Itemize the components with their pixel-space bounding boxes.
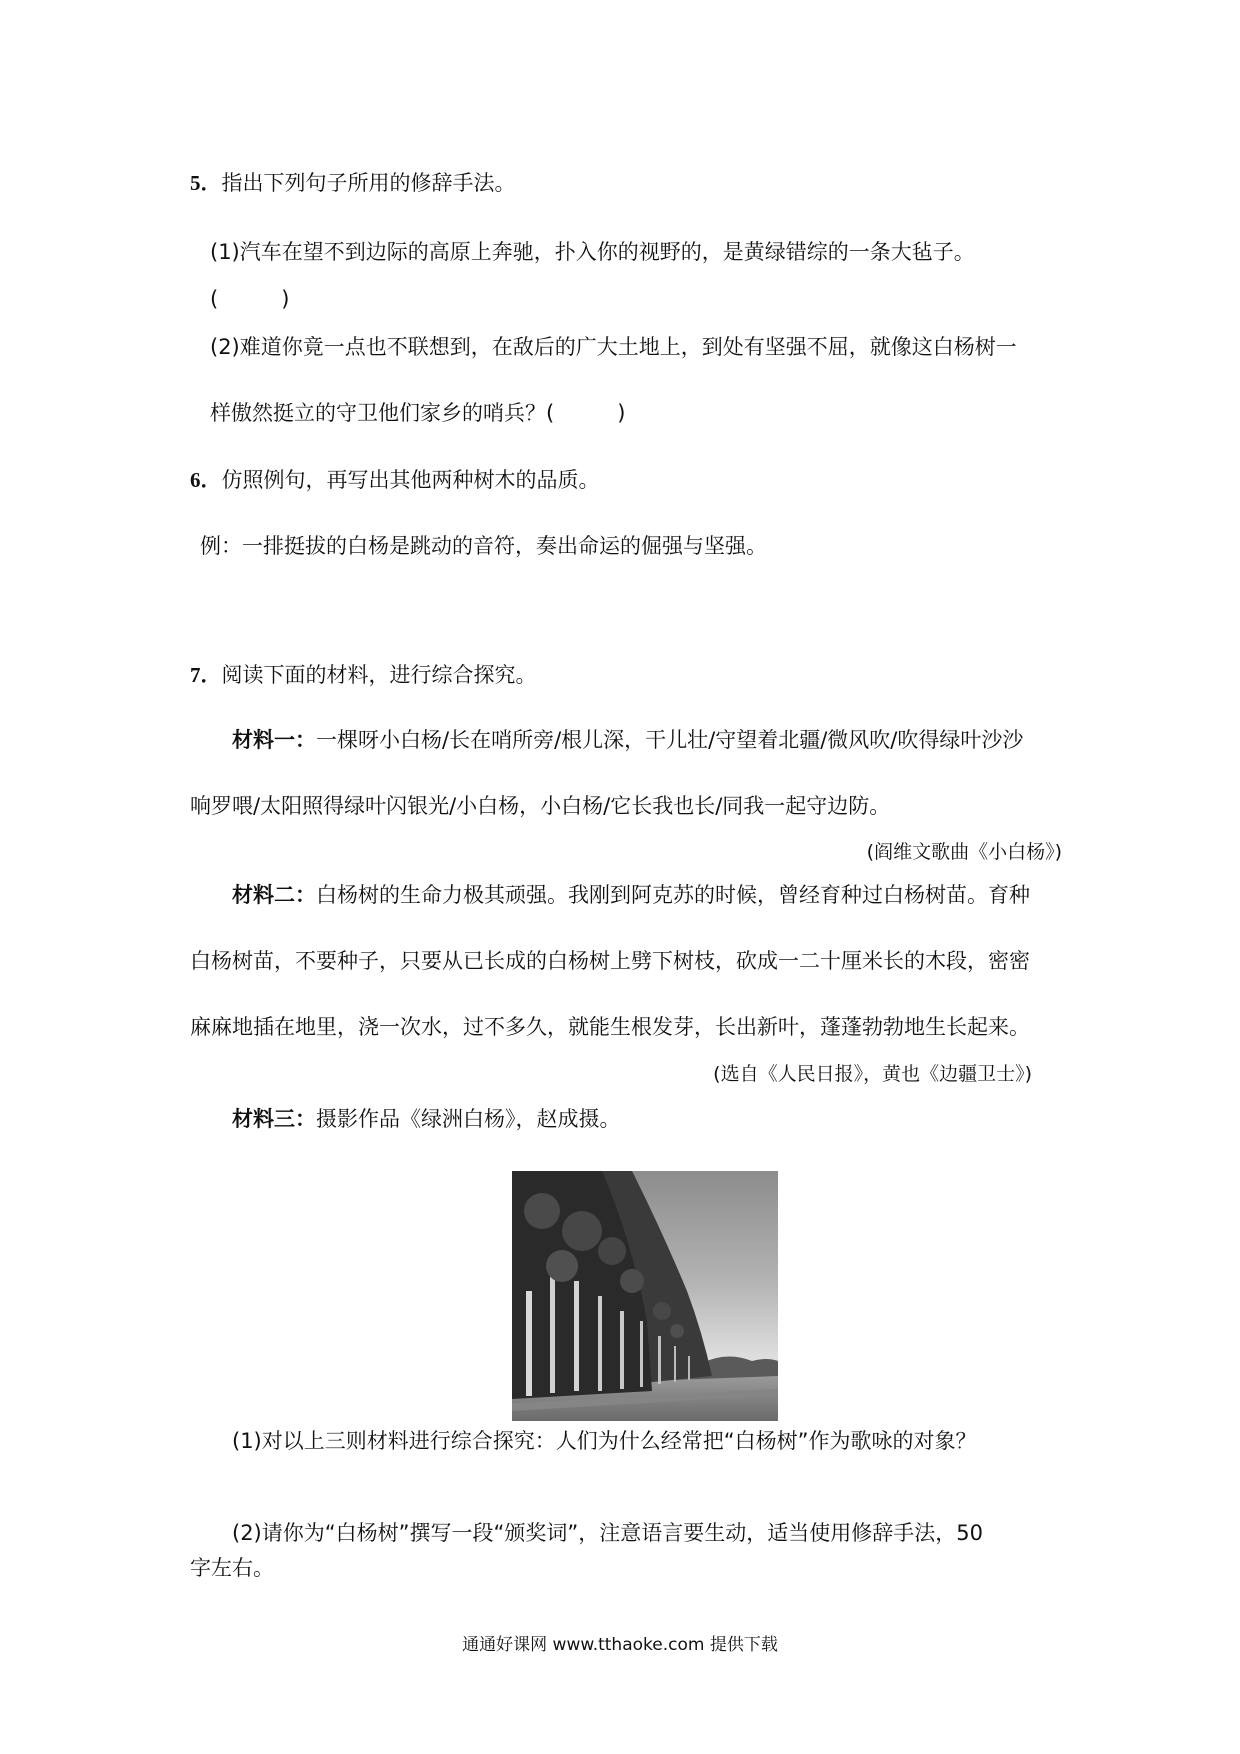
q7-title: 阅读下面的材料，进行综合探究。 (221, 663, 537, 687)
material-1-line-2: 响罗喂/太阳照得绿叶闪银光/小白杨，小白杨/它长我也长/同我一起守边防。 (190, 794, 891, 818)
material-2-line-2: 白杨树苗，不要种子，只要从已长成的白杨树上劈下树枝，砍成一二十厘米长的木段，密密 (190, 949, 1030, 973)
material-1-source: (阎维文歌曲《小白杨》) (866, 841, 1062, 863)
material-1-text: 一棵呀小白杨/长在哨所旁/根儿深，干儿壮/守望着北疆/微风吹/吹得绿叶沙沙 (316, 728, 1024, 752)
material-2-line-1 (232, 880, 1030, 910)
material-2-text: 白杨树的生命力极其顽强。我刚到阿克苏的时候，曾经育种过白杨树苗。育种 (316, 883, 1030, 907)
q6-number: 6． (190, 468, 222, 492)
q6-title: 仿照例句，再写出其他两种树木的品质。 (221, 468, 600, 492)
material-1-label: 材料一： (232, 728, 316, 752)
page-footer: 通通好课网 www.tthaoke.com 提供下载 (462, 1635, 778, 1655)
q6-example: 例：一排挺拔的白杨是跳动的音符，奏出命运的倔强与坚强。 (200, 534, 767, 558)
poplar-trees-photo (512, 1171, 778, 1421)
q7-sub-question-2-line-2: 字左右。 (190, 1556, 274, 1580)
material-2-source: (选自《人民日报》，黄也《边疆卫士》) (713, 1063, 1032, 1085)
material-3-text: 摄影作品《绿洲白杨》，赵成摄。 (316, 1107, 621, 1131)
q6-heading (190, 465, 600, 495)
material-1-line-1 (232, 725, 1023, 755)
q7-number: 7． (190, 663, 222, 687)
q5-sentence-1: (1)汽车在望不到边际的高原上奔驰，扑入你的视野的，是黄绿错综的一条大毡子。 (210, 240, 975, 264)
material-3-line (232, 1104, 621, 1134)
q5-title: 指出下列句子所用的修辞手法。 (221, 171, 516, 195)
q7-heading (190, 660, 537, 690)
material-2-label: 材料二： (232, 883, 316, 907)
q7-sub-question-2-line-1: (2)请你为“白杨树”撰写一段“颁奖词”，注意语言要生动，适当使用修辞手法，50 (232, 1521, 983, 1545)
q5-sentence-2-line-1: (2)难道你竟一点也不联想到，在敌后的广大土地上，到处有坚强不屈，就像这白杨树一 (210, 335, 1017, 359)
material-3-label: 材料三： (232, 1107, 316, 1131)
q5-sentence-2-line-2: 样傲然挺立的守卫他们家乡的哨兵？( ) (210, 401, 626, 425)
material-2-line-3: 麻麻地插在地里，浇一次水，过不多久，就能生根发芽，长出新叶，蓬蓬勃勃地生长起来。 (190, 1015, 1030, 1039)
q5-number: 5． (190, 171, 222, 195)
q7-sub-question-1: (1)对以上三则材料进行综合探究：人们为什么经常把“白杨树”作为歌咏的对象？ (232, 1429, 977, 1453)
q5-heading (190, 168, 516, 198)
q5-sentence-1-blank: ( ) (210, 287, 290, 311)
